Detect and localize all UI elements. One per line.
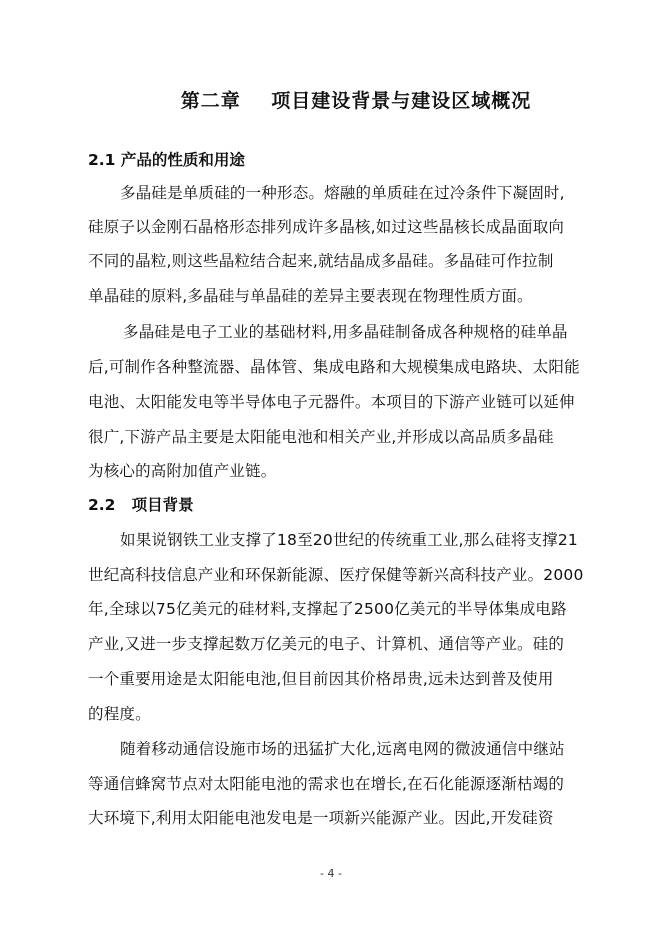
paragraph-line: 一个重要用途是太阳能电池,但目前因其价格昂贵,远未达到普及使用 <box>88 670 554 688</box>
paragraph-line: 随着移动通信设施市场的迅猛扩大化,远离电网的微波通信中继站 <box>120 740 565 758</box>
page-number: - 4 - <box>320 867 342 880</box>
paragraph-line: 后,可制作各种整流器、晶体管、集成电路和大规模集成电路块、太阳能 <box>88 358 580 376</box>
paragraph-line: 世纪高科技信息产业和环保新能源、医疗保健等新兴高科技产业。2000 <box>88 566 584 584</box>
section-heading-2-2: 2.2 项目背景 <box>88 496 194 514</box>
paragraph-line: 电池、太阳能发电等半导体电子元器件。本项目的下游产业链可以延伸 <box>88 393 575 411</box>
section-heading-2-1: 2.1 产品的性质和用途 <box>88 151 245 169</box>
paragraph-line: 不同的晶粒,则这些晶粒结合起来,就结晶成多晶硅。多晶硅可作拉制 <box>88 252 554 270</box>
paragraph-line: 如果说钢铁工业支撑了18至20世纪的传统重工业,那么硅将支撑21 <box>120 531 578 549</box>
paragraph-line: 单晶硅的原料,多晶硅与单晶硅的差异主要表现在物理性质方面。 <box>88 287 533 305</box>
paragraph-line: 大环境下,利用太阳能电池发电是一项新兴能源产业。因此,开发硅资 <box>88 809 554 827</box>
paragraph-line: 为核心的高附加值产业链。 <box>88 462 277 480</box>
paragraph-line: 年,全球以75亿美元的硅材料,支撑起了2500亿美元的半导体集成电路 <box>88 600 567 618</box>
paragraph-line: 很广,下游产品主要是太阳能电池和相关产业,并形成以高品质多晶硅 <box>88 428 554 446</box>
paragraph-line: 产业,又进一步支撑起数万亿美元的电子、计算机、通信等产业。硅的 <box>88 635 565 653</box>
paragraph-line: 硅原子以金刚石晶格形态排列成许多晶核,如过这些晶核长成晶面取向 <box>88 218 565 236</box>
paragraph-line: 多晶硅是电子工业的基础材料,用多晶硅制备成各种规格的硅单晶 <box>123 323 568 341</box>
paragraph-line: 多晶硅是单质硅的一种形态。熔融的单质硅在过冷条件下凝固时, <box>120 184 565 202</box>
paragraph-line: 等通信蜂窝节点对太阳能电池的需求也在增长,在石化能源逐渐枯竭的 <box>88 775 565 793</box>
chapter-title: 第二章 项目建设背景与建设区域概况 <box>180 90 532 112</box>
paragraph-line: 的程度。 <box>88 705 151 723</box>
